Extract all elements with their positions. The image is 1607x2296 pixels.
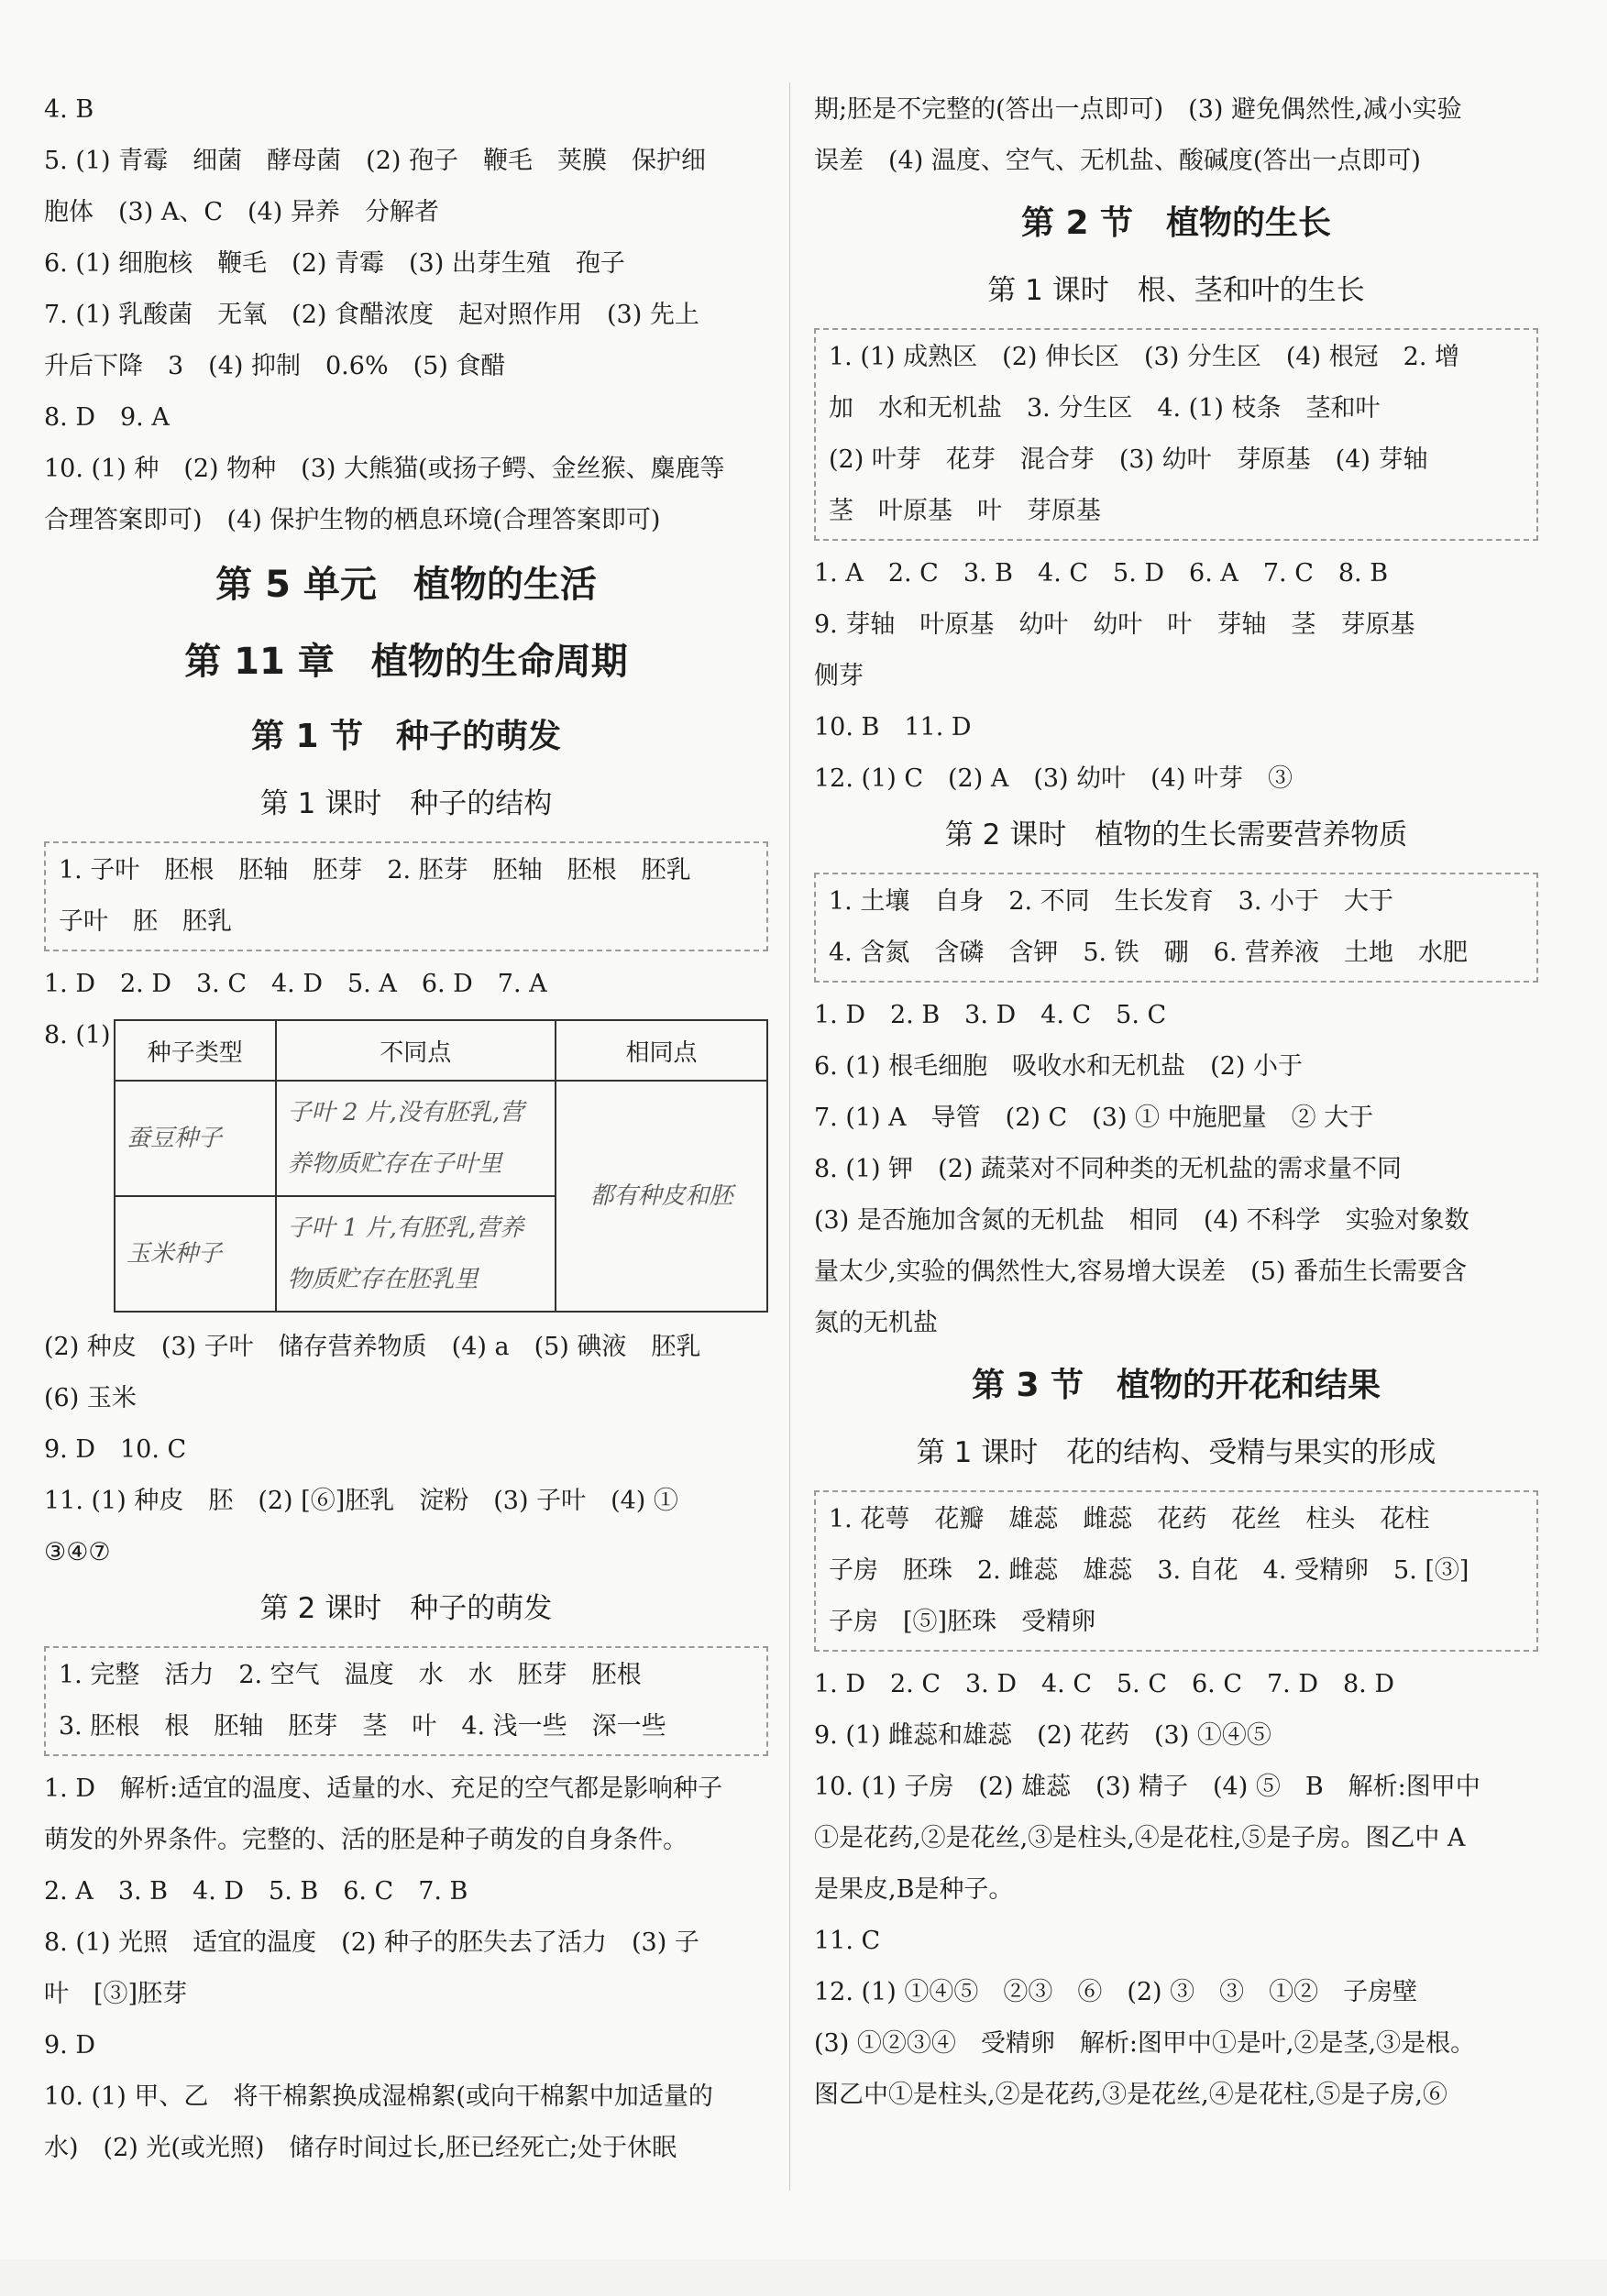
- section-title: 第 1 节 种子的萌发: [250, 718, 562, 755]
- answer-line: ③④⑦: [44, 1538, 111, 1566]
- chapter-title: 第 11 章 植物的生命周期: [184, 641, 628, 683]
- column-divider: [789, 82, 790, 2191]
- answer-line: 加 水和无机盐 3. 分生区 4. (1) 枝条 茎和叶: [829, 394, 1381, 423]
- cell-line: 养物质贮存在子叶里: [287, 1150, 502, 1178]
- answer-line: 图乙中①是柱头,②是花药,③是花丝,④是花柱,⑤是子房,⑥: [814, 2081, 1447, 2109]
- answer-line: 11. (1) 种皮 胚 (2) [⑥]胚乳 淀粉 (3) 子叶 (4) ①: [44, 1487, 678, 1515]
- answer-line: (6) 玉米: [44, 1384, 137, 1412]
- answer-line: 5. (1) 青霉 细菌 酵母菌 (2) 孢子 鞭毛 荚膜 保护细: [44, 147, 706, 175]
- key-points-box: [44, 1646, 768, 1756]
- answer-line: 1. 花萼 花瓣 雄蕊 雌蕊 花药 花丝 柱头 花柱: [829, 1505, 1430, 1533]
- answer-line: 9. D: [44, 2031, 95, 2060]
- answer-line: 误差 (4) 温度、空气、无机盐、酸碱度(答出一点即可): [814, 147, 1421, 175]
- answer-line: 9. D 10. C: [44, 1435, 187, 1464]
- answer-line: 9. 芽轴 叶原基 幼叶 幼叶 叶 芽轴 茎 芽原基: [814, 610, 1415, 639]
- answer-line: 量太少,实验的偶然性大,容易增大误差 (5) 番茄生长需要含: [814, 1258, 1467, 1286]
- answer-line: 4. 含氮 含磷 含钾 5. 铁 硼 6. 营养液 土地 水肥: [829, 939, 1469, 967]
- answer-line: (3) 是否施加含氮的无机盐 相同 (4) 不科学 实验对象数: [814, 1206, 1469, 1235]
- key-points-box: [814, 1490, 1538, 1652]
- table-header: 种子类型: [115, 1020, 276, 1081]
- answer-line: 水) (2) 光(或光照) 储存时间过长,胚已经死亡;处于休眠: [44, 2134, 677, 2162]
- answer-line: 1. 完整 活力 2. 空气 温度 水 水 胚芽 胚根: [59, 1661, 642, 1689]
- answer-line: (3) ①②③④ 受精卵 解析:图甲中①是叶,②是茎,③是根。: [814, 2029, 1476, 2058]
- answer-line: 10. (1) 种 (2) 物种 (3) 大熊猫(或扬子鳄、金丝猴、麋鹿等: [44, 455, 725, 483]
- answer-line: 1. (1) 成熟区 (2) 伸长区 (3) 分生区 (4) 根冠 2. 增: [829, 343, 1459, 371]
- answer-line: 萌发的外界条件。完整的、活的胚是种子萌发的自身条件。: [44, 1826, 688, 1854]
- answer-line: 子房 [⑤]胚珠 受精卵: [829, 1608, 1096, 1636]
- answer-line: 10. B 11. D: [814, 713, 972, 742]
- answer-line: 12. (1) C (2) A (3) 幼叶 (4) 叶芽 ③: [814, 764, 1293, 793]
- right-column: [814, 84, 1538, 2121]
- answer-line: 合理答案即可) (4) 保护生物的栖息环境(合理答案即可): [44, 506, 661, 534]
- answer-line: (2) 叶芽 花芽 混合芽 (3) 幼叶 芽原基 (4) 芽轴: [829, 445, 1428, 474]
- answer-line: (2) 种皮 (3) 子叶 储存营养物质 (4) a (5) 碘液 胚乳: [44, 1333, 701, 1361]
- answer-line: 1. D 2. B 3. D 4. C 5. C: [814, 1001, 1167, 1029]
- answer-line: 子叶 胚 胚乳: [59, 907, 232, 936]
- answer-line: 3. 胚根 根 胚轴 胚芽 茎 叶 4. 浅一些 深一些: [59, 1712, 666, 1741]
- answer-line: 8. (1) 光照 适宜的温度 (2) 种子的胚失去了活力 (3) 子: [44, 1928, 699, 1957]
- answer-line: 1. 子叶 胚根 胚轴 胚芽 2. 胚芽 胚轴 胚根 胚乳: [59, 856, 691, 884]
- answer-line: ①是花药,②是花丝,③是柱头,④是花柱,⑤是子房。图乙中 A: [814, 1824, 1466, 1852]
- page-bottom-strip: [0, 2259, 1607, 2296]
- answer-line: 1. 土壤 自身 2. 不同 生长发育 3. 小于 大于: [829, 887, 1394, 916]
- answer-line: 12. (1) ①④⑤ ②③ ⑥ (2) ③ ③ ①② 子房壁: [814, 1978, 1418, 2006]
- table-cell: [276, 1196, 556, 1312]
- answer-line: 6. (1) 根毛细胞 吸收水和无机盐 (2) 小于: [814, 1052, 1303, 1081]
- answer-line: 期;胚是不完整的(答出一点即可) (3) 避免偶然性,减小实验: [814, 95, 1462, 124]
- seed-comparison-table: [114, 1019, 768, 1313]
- lesson-title: 第 2 课时 种子的萌发: [259, 1592, 553, 1625]
- unit-title: 第 5 单元 植物的生活: [215, 564, 597, 606]
- table-cell: 都有种皮和胚: [556, 1081, 767, 1312]
- answer-line: 侧芽: [814, 662, 864, 690]
- lesson-title: 第 1 课时 花的结构、受精与果实的形成: [916, 1436, 1436, 1469]
- answer-line: 氮的无机盐: [814, 1309, 938, 1337]
- answer-line: 9. (1) 雌蕊和雄蕊 (2) 花药 (3) ①④⑤: [814, 1721, 1271, 1750]
- answer-line: 1. D 2. D 3. C 4. D 5. A 6. D 7. A: [44, 970, 547, 998]
- answer-line: 子房 胚珠 2. 雌蕊 雄蕊 3. 自花 4. 受精卵 5. [③]: [829, 1556, 1469, 1585]
- answer-line: 是果皮,B是种子。: [814, 1875, 1014, 1904]
- answer-line: 4. B: [44, 95, 94, 124]
- table-cell: 蚕豆种子: [115, 1081, 276, 1196]
- key-points-box: [814, 328, 1538, 541]
- lesson-title: 第 1 课时 种子的结构: [259, 787, 553, 820]
- lesson-title: 第 2 课时 植物的生长需要营养物质: [944, 818, 1408, 851]
- table-header: 不同点: [276, 1020, 556, 1081]
- answer-line: 7. (1) 乳酸菌 无氧 (2) 食醋浓度 起对照作用 (3) 先上: [44, 301, 699, 329]
- answer-line: 10. (1) 子房 (2) 雄蕊 (3) 精子 (4) ⑤ B 解析:图甲中: [814, 1773, 1480, 1801]
- left-column: [44, 84, 768, 2174]
- table-cell: [276, 1081, 556, 1196]
- lesson-title: 第 1 课时 根、茎和叶的生长: [987, 274, 1365, 307]
- answer-line: 8. (1): [44, 1021, 111, 1049]
- table-header: 相同点: [556, 1020, 767, 1081]
- answer-line: 1. D 解析:适宜的温度、适量的水、充足的空气都是影响种子: [44, 1774, 723, 1803]
- answer-line: 7. (1) A 导管 (2) C (3) ① 中施肥量 ② 大于: [814, 1104, 1374, 1132]
- key-points-box: [44, 841, 768, 951]
- answer-line: 10. (1) 甲、乙 将干棉絮换成湿棉絮(或向干棉絮中加适量的: [44, 2082, 713, 2111]
- cell-line: 子叶 1 片,有胚乳,营养: [287, 1214, 524, 1242]
- answer-line: 升后下降 3 (4) 抑制 0.6% (5) 食醋: [44, 352, 506, 380]
- answer-line: 8. (1) 钾 (2) 蔬菜对不同种类的无机盐的需求量不同: [814, 1155, 1402, 1183]
- answer-line: 2. A 3. B 4. D 5. B 6. C 7. B: [44, 1877, 468, 1906]
- cell-line: 物质贮存在胚乳里: [287, 1266, 479, 1293]
- cell-line: 子叶 2 片,没有胚乳,营: [287, 1099, 524, 1126]
- answer-line: 6. (1) 细胞核 鞭毛 (2) 青霉 (3) 出芽生殖 孢子: [44, 249, 625, 278]
- answer-line: 茎 叶原基 叶 芽原基: [829, 497, 1101, 525]
- section-title: 第 3 节 植物的开花和结果: [971, 1367, 1381, 1404]
- answer-line: 8. D 9. A: [44, 403, 170, 432]
- key-points-box: [814, 873, 1538, 983]
- answer-line: 1. D 2. C 3. D 4. C 5. C 6. C 7. D 8. D: [814, 1670, 1394, 1698]
- answer-line: 1. A 2. C 3. B 4. C 5. D 6. A 7. C 8. B: [814, 559, 1389, 588]
- answer-line: 11. C: [814, 1927, 881, 1955]
- section-title: 第 2 节 植物的生长: [1020, 204, 1332, 242]
- answer-line: 胞体 (3) A、C (4) 异养 分解者: [44, 198, 439, 226]
- table-cell: 玉米种子: [115, 1196, 276, 1312]
- answer-line: 叶 [③]胚芽: [44, 1980, 188, 2008]
